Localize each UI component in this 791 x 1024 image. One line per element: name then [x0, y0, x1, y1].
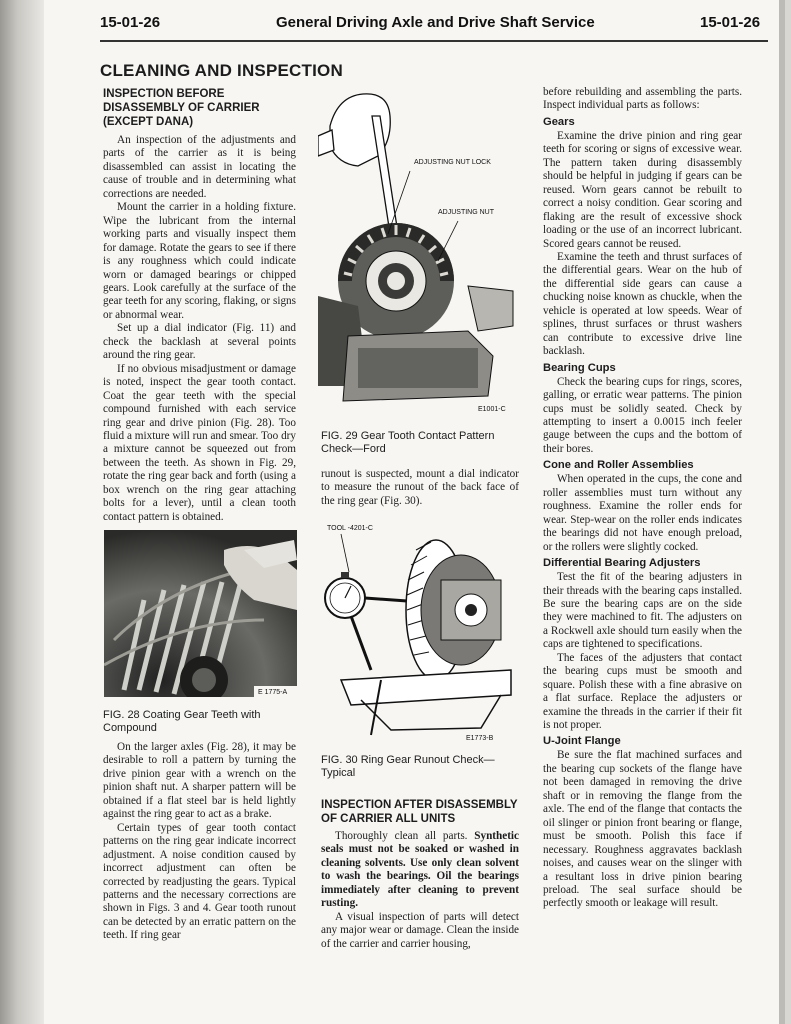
col3-paragraph: Be sure the flat machined surfaces and the bearing cup sockets of the flange have not been damaged in removing the drive shaft or in removing the flange from the axle. The end of the flange that contacts the oil slinger or pinion front bearing or flange, must be smooth. Polish this face if necessary. Roughness aggravates backlash noises, and causes wear on the slinger with a resultant loss in drive pinion bearing preload. The seal surface should be perfectly smooth or leakage will result. [543, 749, 742, 910]
section-title: CLEANING AND INSPECTION [100, 61, 343, 80]
fig-30-illustration [321, 520, 519, 745]
label-adjusting-nut: ADJUSTING NUT [438, 209, 494, 216]
col3-paragraph: When operated in the cups, the cone and roller assemblies must turn without any roughness. Examine the roller ends for wear. Step-wear on the roller ends indicates the bearings did not have enough preload, or the rollers were slightly cocked. [543, 473, 742, 553]
book-spine [0, 0, 44, 1024]
col1-paragraph: If no obvious misadjustment or damage is noted, inspect the gear tooth contact. Coat the gear teeth with the special compound furnished with each service ring gear and drive pinion (Fig. 28). Too fluid a mixture will run and smear. Too dry a mixture cannot be squeezed out from between the teeth. As shown in Fig. 29, rotate the ring gear back and forth (using a box wrench on the ring gear attaching bolts for a lever), until a clean tooth contact pattern is obtained. [103, 362, 296, 523]
col1-paragraph: On the larger axles (Fig. 28), it may be desirable to roll a pattern by turning the drive pinion gear with a wrench on the pinion shaft nut. A sharper pattern will be obtained if a flat steel bar is held lightly against the ring gear to act as a brake. [103, 741, 296, 821]
column-1-continued [103, 741, 296, 943]
col3-paragraph: Examine the teeth and thrust surfaces of the differential gears. Wear on the hub of the differential side gears can cause a chucking noise known as chuckle, when the vehicle is operated at low speeds. Wear of splines, thrust surfaces or thrust washers can contribute to excessive drive line backlash. [543, 250, 742, 358]
fig-30-caption: FIG. 30 Ring Gear Runout Check—Typical [321, 754, 495, 779]
col3-paragraph: Check the bearing cups for rings, scores, galling, or erratic wear patterns. The pinion cups must be solidly seated. Check by attempting to insert a 0.0015 inch feeler gauge between the cups and the bottom of their bores. [543, 375, 742, 455]
col2-heading: INSPECTION AFTER DISASSEMBLY OF CARRIER ALL UNITS [321, 799, 518, 825]
page-number-left: 15-01-26 [100, 14, 161, 31]
subheading-cone-roller: Cone and Roller Assemblies [543, 459, 694, 472]
subheading-gears: Gears [543, 115, 575, 128]
subheading-u-joint-flange: U-Joint Flange [543, 735, 621, 748]
fig-29-caption: FIG. 29 Gear Tooth Contact Pattern Check—Ford [321, 430, 495, 455]
clean-warning: Synthetic seals must not be soaked or washed in cleaning solvents. Use only clean solvent to wash the bearings. Oil the bearings immediately after cleaning to prevent rusting. [321, 830, 519, 910]
header-rule [100, 40, 768, 42]
col2-paragraph-visual: A visual inspection of parts will detect any major wear or damage. Clean the inside of the carrier and carrier housing, [321, 910, 519, 950]
column-3 [543, 86, 742, 911]
subheading-bearing-cups: Bearing Cups [543, 361, 616, 374]
col1-paragraph: Set up a dial indicator (Fig. 11) and check the backlash at several points around the ring gear. [103, 322, 296, 362]
col1-paragraph: An inspection of the adjustments and parts of the carrier as it is being disassembled can assist in locating the cause of trouble and in determining what corrections are needed. [103, 134, 296, 200]
subheading-bearing-adjusters: Differential Bearing Adjusters [543, 557, 701, 570]
col1-paragraph: Mount the carrier in a holding fixture. Wipe the lubricant from the internal working parts and visually inspect them for damage. Rotate the gears to see if there is any roughness which could indicate worn or damaged bearings or chipped gears. Look carefully at the surface of the gear teeth for any scoring, flaking, or signs or abnormal wear. [103, 201, 296, 321]
fig-30-code: E1773-B [466, 735, 494, 742]
col1-paragraph: Certain types of gear tooth contact patterns on the ring gear indicate incorrect adjustment. A noise condition caused by incorrect adjustment can often be corrected by readjusting the gears. Typical patterns and the necessary corrections are shown in Figs. 3 and 4. Gear tooth runout can be detected by an erratic pattern on the teeth. If ring gear [103, 821, 296, 942]
label-adjusting-nut-lock: ADJUSTING NUT LOCK [414, 159, 491, 166]
running-title: General Driving Axle and Drive Shaft Service [276, 14, 595, 31]
col3-paragraph: Examine the drive pinion and ring gear teeth for scoring or signs of excessive wear. The pattern taken during disassembly should be helpful in judging if gears can be reused. Worn gears cannot be rebuilt to correct a noisy condition. Gear scoring and flaking are the result of excessive shock loading or the use of an incorrect lubricant. Scored gears cannot be reused. [543, 129, 742, 250]
col2-paragraph-clean [321, 830, 519, 911]
column-2-after-disassembly [321, 798, 519, 951]
fig-28-photo [104, 530, 297, 697]
clean-intro: Thoroughly clean all parts. [335, 830, 475, 842]
fig-30-tool-label: TOOL -4201-C [327, 525, 373, 532]
col3-paragraph: The faces of the adjusters that contact the bearing cups must be smooth and square. Polish these with a fine abrasive on a flat surface. Replace the adjusters or examine the threads in the carrier if their fit is not proper. [543, 651, 742, 732]
col1-heading: INSPECTION BEFORE DISASSEMBLY OF CARRIER (EXCEPT DANA) [103, 88, 260, 128]
fig-28-caption: FIG. 28 Coating Gear Teeth with Compound [103, 709, 261, 734]
col3-intro: before rebuilding and assembling the parts. Inspect individual parts as follows: [543, 86, 742, 112]
page-edge [779, 0, 785, 1024]
column-1 [103, 87, 296, 524]
column-2-runout [321, 468, 519, 508]
fig-29-illustration [318, 86, 520, 416]
fig-29-code: E1001-C [478, 406, 506, 413]
gear-photo-illustration [104, 530, 297, 697]
fig-28-code: E 1775-A [258, 689, 288, 696]
col3-paragraph: Test the fit of the bearing adjusters in their threads with the bearing caps installed. Be sure the bearing caps are on the side they were machined to fit. The adjusters on a Rockwell axle should turn easily when the caps are tightened to specifications. [543, 571, 742, 651]
page-number-right: 15-01-26 [700, 14, 761, 31]
runout-paragraph: runout is suspected, mount a dial indicator to measure the runout of the back face of the ring gear (Fig. 30). [321, 468, 519, 507]
